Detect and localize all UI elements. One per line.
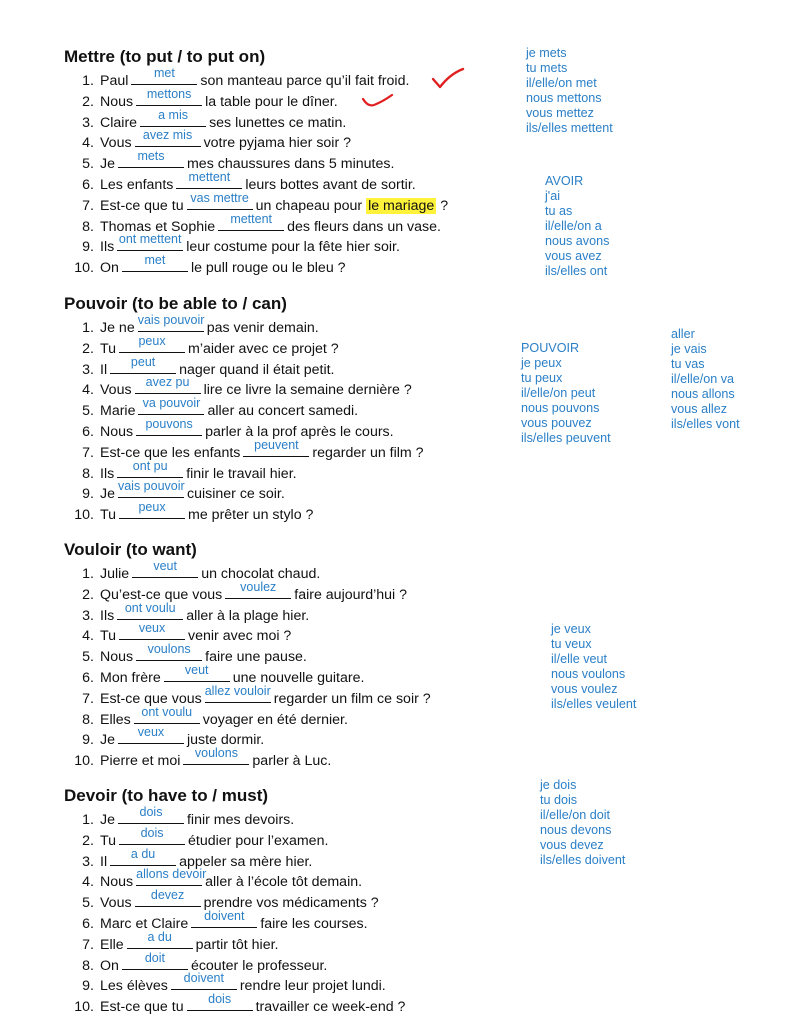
conjugation-line: vous devez xyxy=(540,838,604,852)
answer-text: a du xyxy=(147,929,172,944)
sentence-start: Mon frère xyxy=(100,669,161,686)
exercise-item xyxy=(64,149,504,174)
exercise-item xyxy=(64,992,504,1017)
sentence-end: faire les courses. xyxy=(260,915,368,932)
answer-blank[interactable] xyxy=(110,846,176,866)
exercise-item xyxy=(64,621,504,646)
sentence-start: Nous xyxy=(100,423,134,440)
sentence-end: le pull rouge ou le bleu ? xyxy=(190,260,346,277)
sentence-start: Paul xyxy=(100,73,129,89)
sentence-start: On xyxy=(100,260,119,277)
exercise-item xyxy=(64,500,504,525)
conjugation-line: AVOIR xyxy=(545,174,584,188)
answer-blank[interactable] xyxy=(119,500,185,519)
conjugation-line: nous pouvons xyxy=(521,401,600,415)
answer-blank[interactable] xyxy=(136,86,202,106)
item-number: 2. xyxy=(82,586,94,603)
sentence-start: Je xyxy=(100,812,115,828)
answer-blank[interactable] xyxy=(191,908,257,928)
sentence-end: aller à la plage hier. xyxy=(186,607,310,624)
check-mark-icon xyxy=(430,66,466,92)
item-number: 8. xyxy=(82,465,94,482)
answer-text: a du xyxy=(130,846,156,861)
conjugation-line: il/elle veut xyxy=(551,652,608,666)
sentence-end: leur costume pour la fête hier soir. xyxy=(186,239,400,256)
sentence-start: Est-ce que les enfants xyxy=(100,444,241,461)
item-number: 4. xyxy=(82,874,94,891)
sentence-start: Elles xyxy=(100,711,131,728)
sentence-end: me prêter un stylo ? xyxy=(188,507,314,524)
conjugation-line: nous avons xyxy=(545,234,610,248)
sentence-end: mes chaussures dans 5 minutes. xyxy=(186,156,395,173)
item-number: 10. xyxy=(74,753,94,770)
section-title: Pouvoir (to be able to / can) xyxy=(64,294,287,313)
item-number: 8. xyxy=(82,218,94,235)
sentence-start: Tu xyxy=(100,507,117,524)
sentence-start: Vous xyxy=(100,135,132,152)
item-number: 5. xyxy=(82,403,94,420)
item-number: 9. xyxy=(82,732,94,749)
answer-text: voulez xyxy=(240,579,277,594)
answer-text: veut xyxy=(153,559,177,573)
answer-blank[interactable] xyxy=(187,190,253,210)
item-number: 4. xyxy=(82,382,94,399)
sentence-start: Il xyxy=(100,361,108,378)
sentence-end: faire aujourd’hui ? xyxy=(294,586,408,603)
item-number: 5. xyxy=(82,649,94,666)
exercise-item xyxy=(64,662,504,688)
exercise-item xyxy=(64,683,504,709)
conjugation-line: nous devons xyxy=(540,823,612,837)
answer-text: met xyxy=(144,253,166,268)
item-number: 2. xyxy=(82,93,94,110)
item-number: 9. xyxy=(82,239,94,256)
answer-text: devez xyxy=(150,888,185,903)
sentence-start: Nous xyxy=(100,874,134,891)
conjugation-line: vous mettez xyxy=(526,106,594,120)
exercise-item xyxy=(64,642,504,667)
sentence-start: Tu xyxy=(100,340,117,357)
answer-text: ont voulu xyxy=(141,704,193,719)
answer-text: allons devoir xyxy=(136,867,207,882)
sentence-start: Qu’est-ce que vous xyxy=(100,586,223,603)
answer-text: peut xyxy=(130,354,156,369)
answer-blank[interactable] xyxy=(122,950,188,970)
answer-text: va pouvoir xyxy=(142,396,201,411)
conjugation-line: nous mettons xyxy=(526,91,602,105)
answer-blank[interactable] xyxy=(138,396,204,415)
answer-text: avez pu xyxy=(145,375,190,390)
conjugation-line: je mets xyxy=(526,46,567,60)
sentence-start: Pierre et moi xyxy=(100,753,181,770)
answer-text: veut xyxy=(184,662,209,677)
answer-text: voulons xyxy=(194,746,238,761)
answer-text: dois xyxy=(140,825,164,840)
exercise-item xyxy=(64,169,504,195)
highlighted-text: le mariage xyxy=(368,197,435,214)
sentence-start: Est-ce que tu xyxy=(100,999,184,1016)
exercise-list xyxy=(64,805,504,1017)
conjugation-vouloir xyxy=(551,622,636,712)
sentence-end: voyager en été dernier. xyxy=(202,711,348,728)
sentence-start: Les enfants xyxy=(100,176,174,193)
answer-blank[interactable] xyxy=(118,149,184,168)
answer-blank[interactable] xyxy=(117,600,183,620)
conjugation-line: tu peux xyxy=(521,371,563,385)
sentence-end: ses lunettes ce matin. xyxy=(209,114,347,131)
answer-blank[interactable] xyxy=(136,416,202,436)
answer-blank[interactable] xyxy=(135,375,201,394)
conjugation-line: tu mets xyxy=(526,61,568,75)
item-number: 9. xyxy=(82,486,94,503)
answer-text: doivent xyxy=(183,971,224,986)
conjugation-line: nous voulons xyxy=(551,667,626,681)
section-devoir xyxy=(64,783,504,1017)
sentence-start: Vous xyxy=(100,895,132,912)
item-number: 6. xyxy=(82,669,94,686)
sentence-start: Je xyxy=(100,156,115,173)
sentence-start: Nous xyxy=(100,93,134,110)
conjugation-line: il/elle/on peut xyxy=(521,386,596,400)
sentence-end: aller à l’école tôt demain. xyxy=(205,874,363,891)
sentence-start: Ils xyxy=(100,465,115,482)
conjugation-line: vous avez xyxy=(545,249,602,263)
exercise-item xyxy=(64,107,504,133)
conjugation-line: il/elle/on doit xyxy=(540,808,611,822)
sentence-start: Marie xyxy=(100,403,136,420)
sentence-start: Tu xyxy=(100,832,117,849)
sentence-end: travailler ce week-end ? xyxy=(255,999,406,1016)
answer-blank[interactable] xyxy=(127,929,193,949)
answer-blank[interactable] xyxy=(134,704,200,724)
exercise-item xyxy=(64,396,504,421)
answer-blank[interactable] xyxy=(136,867,207,886)
item-number: 2. xyxy=(82,832,94,849)
section-vouloir xyxy=(64,537,504,771)
item-number: 6. xyxy=(82,176,94,193)
answer-blank[interactable] xyxy=(132,559,198,578)
answer-blank[interactable] xyxy=(164,662,230,682)
exercise-item xyxy=(64,971,504,996)
sentence-end: parler à la prof après le cours. xyxy=(205,423,394,440)
item-number: 4. xyxy=(82,135,94,152)
sentence-end: appeler sa mère hier. xyxy=(179,853,313,870)
conjugation-line: il/elle/on a xyxy=(545,219,602,233)
sentence-start: Je xyxy=(100,486,115,503)
answer-text: doivent xyxy=(204,908,245,923)
item-number: 3. xyxy=(82,361,94,378)
answer-blank[interactable] xyxy=(225,579,291,599)
conjugation-line: je veux xyxy=(551,622,591,636)
exercise-item xyxy=(64,354,504,380)
answer-blank[interactable] xyxy=(187,992,253,1011)
item-number: 10. xyxy=(74,999,94,1016)
answer-blank[interactable] xyxy=(119,333,185,353)
answer-blank[interactable] xyxy=(118,805,184,824)
answer-blank[interactable] xyxy=(122,253,188,272)
sentence-tail: ? xyxy=(440,197,449,214)
answer-blank[interactable] xyxy=(176,169,242,189)
sentence-end: la table pour le dîner. xyxy=(205,93,338,110)
item-number: 7. xyxy=(82,444,94,461)
conjugation-line: il/elle/on va xyxy=(671,372,735,386)
answer-text: vais pouvoir xyxy=(117,479,185,494)
answer-text: avez mis xyxy=(142,128,193,143)
sentence-end: écouter le professeur. xyxy=(190,957,328,974)
sentence-start: Est-ce que vous xyxy=(100,690,202,707)
sentence-end: votre pyjama hier soir ? xyxy=(203,135,352,152)
sentence-end: pas venir demain. xyxy=(206,320,319,336)
conjugation-line: je vais xyxy=(671,342,707,356)
item-number: 3. xyxy=(82,114,94,131)
conjugation-line: ils/elles vont xyxy=(671,417,740,431)
sentence-start: Elle xyxy=(100,936,124,953)
conjugation-line: vous pouvez xyxy=(521,416,592,430)
sentence-end: un chocolat chaud. xyxy=(201,566,321,582)
item-number: 3. xyxy=(82,607,94,624)
conjugation-line: nous allons xyxy=(671,387,735,401)
exercise-item xyxy=(64,950,504,976)
answer-text: ont voulu xyxy=(124,600,176,615)
conjugation-line: ils/elles doivent xyxy=(540,853,626,867)
sentence-end: des fleurs dans un vase. xyxy=(287,218,441,235)
answer-blank[interactable] xyxy=(131,66,197,85)
sentence-end: faire une pause. xyxy=(205,649,307,666)
exercise-list xyxy=(64,66,504,278)
answer-text: mettent xyxy=(230,211,272,226)
conjugation-line: je peux xyxy=(521,356,562,370)
section-title: Mettre (to put / to put on) xyxy=(64,47,266,66)
answer-blank[interactable] xyxy=(140,107,206,127)
sentence-end: finir le travail hier. xyxy=(186,465,297,482)
sentence-start: Nous xyxy=(100,649,134,666)
conjugation-line: tu vas xyxy=(671,357,705,371)
sentence-end: parler à Luc. xyxy=(252,753,332,770)
item-number: 2. xyxy=(82,340,94,357)
item-number: 7. xyxy=(82,197,94,214)
sentence-start: Je xyxy=(100,732,115,749)
item-number: 8. xyxy=(82,711,94,728)
conjugation-line: j'ai xyxy=(545,189,561,203)
sentence-end: une nouvelle guitare. xyxy=(232,669,365,686)
conjugation-line: ils/elles ont xyxy=(545,264,608,278)
item-number: 1. xyxy=(82,73,94,89)
sentence-end: prendre vos médicaments ? xyxy=(203,895,379,912)
sentence-end: cuisiner ce soir. xyxy=(186,486,285,503)
conjugation-line: vous allez xyxy=(671,402,728,416)
answer-blank[interactable] xyxy=(110,354,176,374)
section-title: Devoir (to have to / must) xyxy=(64,786,269,805)
answer-blank[interactable] xyxy=(117,458,183,478)
exercise-item xyxy=(64,888,504,913)
sentence-start: Claire xyxy=(100,114,138,131)
answer-text: ont pu xyxy=(132,458,168,473)
conjugation-mettre xyxy=(526,46,613,136)
item-number: 8. xyxy=(82,957,94,974)
section-title: Vouloir (to want) xyxy=(64,540,197,559)
conjugation-line: vous voulez xyxy=(551,682,618,696)
conjugation-devoir xyxy=(540,778,625,868)
answer-blank[interactable] xyxy=(135,888,201,907)
answer-text: vas mettre xyxy=(190,190,249,205)
answer-text: ont mettent xyxy=(118,232,182,247)
answer-text: mets xyxy=(137,149,165,164)
sentence-start: On xyxy=(100,957,119,974)
sentence-start: Est-ce que tu xyxy=(100,197,184,214)
answer-blank[interactable] xyxy=(183,746,249,765)
answer-text: veux xyxy=(137,725,165,740)
conjugation-line: tu dois xyxy=(540,793,578,807)
answer-text: voulons xyxy=(147,642,191,657)
item-number: 10. xyxy=(74,507,94,524)
answer-text: peuvent xyxy=(254,437,299,452)
answer-blank[interactable] xyxy=(204,683,271,703)
sentence-start: Julie xyxy=(100,566,130,582)
answer-blank[interactable] xyxy=(136,642,202,661)
sentence-end: finir mes devoirs. xyxy=(186,812,295,828)
answer-text: allez vouloir xyxy=(204,683,271,698)
exercise-list xyxy=(64,313,504,525)
sentence-end: aller au concert samedi. xyxy=(207,403,359,420)
item-number: 5. xyxy=(82,895,94,912)
item-number: 7. xyxy=(82,936,94,953)
section-pouvoir xyxy=(64,291,504,525)
answer-text: doit xyxy=(144,950,166,965)
conjugation-line: POUVOIR xyxy=(521,341,580,355)
sentence-start: Il xyxy=(100,853,108,870)
item-number: 6. xyxy=(82,423,94,440)
sentence-end: juste dormir. xyxy=(186,732,265,749)
item-number: 9. xyxy=(82,978,94,995)
exercise-item xyxy=(64,846,504,872)
item-number: 5. xyxy=(82,156,94,173)
conjugation-line: je dois xyxy=(540,778,577,792)
item-number: 6. xyxy=(82,915,94,932)
answer-text: a mis xyxy=(158,107,188,122)
item-number: 10. xyxy=(74,260,94,277)
answer-text: vais pouvoir xyxy=(137,313,205,327)
sentence-end: nager quand il était petit. xyxy=(179,361,335,378)
sentence-start: Thomas et Sophie xyxy=(100,218,216,235)
conjugation-line: ils/elles mettent xyxy=(526,121,613,135)
sentence-start: Vous xyxy=(100,382,132,399)
conjugation-aller xyxy=(671,327,740,432)
sentence-end: son manteau parce qu’il fait froid. xyxy=(200,73,410,89)
item-number: 4. xyxy=(82,628,94,645)
sentence-end: regarder un film ? xyxy=(312,444,424,461)
conjugation-avoir xyxy=(545,174,609,279)
sentence-end: rendre leur projet lundi. xyxy=(239,978,386,995)
sentence-end: lire ce livre la semaine dernière ? xyxy=(203,382,412,399)
sentence-start: Je ne xyxy=(100,320,135,336)
sentence-end: venir avec moi ? xyxy=(188,628,292,645)
item-number: 1. xyxy=(82,566,94,582)
exercise-item xyxy=(64,86,504,112)
item-number: 1. xyxy=(82,320,94,336)
exercise-item xyxy=(64,867,504,892)
sentence-start: Tu xyxy=(100,628,117,645)
answer-blank[interactable] xyxy=(171,971,237,990)
exercise-item xyxy=(64,375,504,400)
exercise-item xyxy=(64,253,504,278)
sentence-start: Marc et Claire xyxy=(100,915,189,932)
sentence-start: Ils xyxy=(100,607,115,624)
answer-text: peux xyxy=(138,333,166,348)
answer-blank[interactable] xyxy=(119,825,185,845)
item-number: 7. xyxy=(82,690,94,707)
answer-blank[interactable] xyxy=(117,479,185,498)
answer-text: mettons xyxy=(146,86,192,101)
sentence-end: m’aider avec ce projet ? xyxy=(188,340,339,357)
item-number: 1. xyxy=(82,812,94,828)
exercise-list xyxy=(64,559,504,771)
answer-text: peux xyxy=(138,500,166,515)
sentence-start: Ils xyxy=(100,239,115,256)
answer-text: pouvons xyxy=(145,416,193,431)
answer-text: mettent xyxy=(188,169,231,184)
answer-blank[interactable] xyxy=(218,211,284,231)
answer-text: met xyxy=(153,66,175,80)
exercise-item xyxy=(64,746,504,771)
sentence-end: regarder un film ce soir ? xyxy=(273,690,431,707)
answer-blank[interactable] xyxy=(137,313,205,332)
conjugation-line: tu as xyxy=(545,204,573,218)
answer-text: dois xyxy=(208,992,232,1007)
conjugation-line: tu veux xyxy=(551,637,592,651)
exercise-item xyxy=(64,725,504,750)
answer-blank[interactable] xyxy=(119,621,185,640)
answer-blank[interactable] xyxy=(118,725,184,744)
conjugation-line: il/elle/on met xyxy=(526,76,597,90)
conjugation-line: ils/elles veulent xyxy=(551,697,637,711)
item-number: 3. xyxy=(82,853,94,870)
answer-blank[interactable] xyxy=(243,437,309,457)
sentence-end: leurs bottes avant de sortir. xyxy=(245,176,416,193)
answer-text: veux xyxy=(138,621,166,636)
check-mark-icon xyxy=(360,93,396,111)
sentence-end: partir tôt hier. xyxy=(195,936,279,953)
sentence-start: Les élèves xyxy=(100,978,168,995)
conjugation-line: ils/elles peuvent xyxy=(521,431,611,445)
answer-text: dois xyxy=(139,805,163,819)
conjugation-line: aller xyxy=(671,327,695,341)
answer-blank[interactable] xyxy=(117,232,183,251)
sentence-end: un chapeau pour xyxy=(255,197,363,214)
answer-blank[interactable] xyxy=(135,128,201,147)
sentence-end: étudier pour l’examen. xyxy=(188,832,329,849)
conjugation-pouvoir xyxy=(521,341,611,446)
